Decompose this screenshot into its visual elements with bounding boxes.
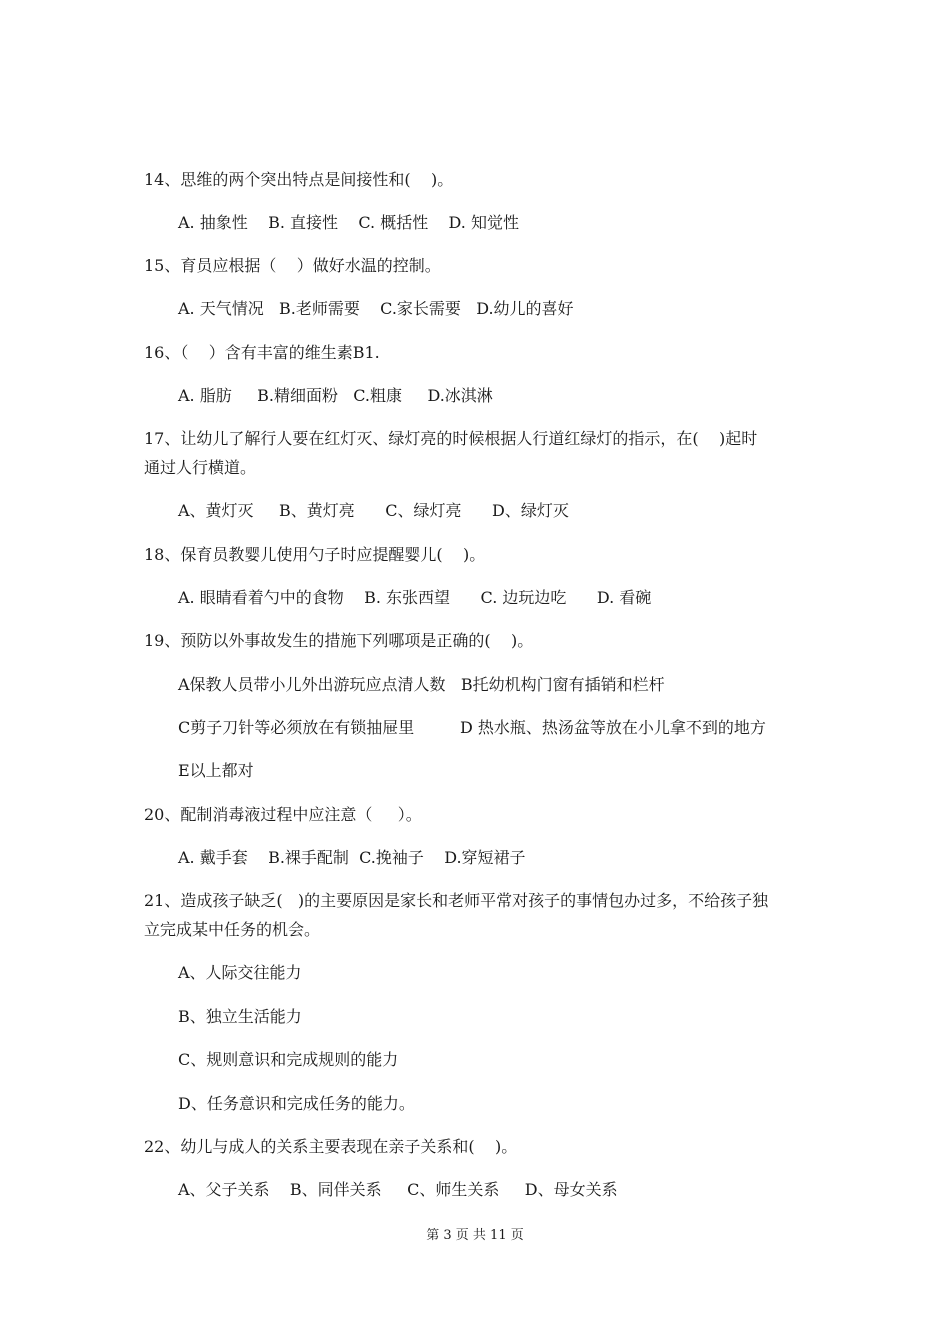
question-14-options: A. 抽象性 B. 直接性 C. 概括性 D. 知觉性 [178, 213, 519, 232]
question-22-stem: 22、幼儿与成人的关系主要表现在亲子关系和( )。 [144, 1137, 518, 1156]
question-21-option-a: A、人际交往能力 [178, 963, 302, 982]
question-15-stem: 15、育员应根据（ ）做好水温的控制。 [144, 256, 441, 275]
question-15-options: A. 天气情况 B.老师需要 C.家长需要 D.幼儿的喜好 [178, 299, 574, 318]
question-22-options: A、父子关系 B、同伴关系 C、师生关系 D、母女关系 [178, 1180, 618, 1199]
page-footer: 第 3 页 共 11 页 [426, 1228, 524, 1243]
question-21-option-b: B、独立生活能力 [178, 1007, 302, 1026]
question-20-options: A. 戴手套 B.裸手配制 C.挽袖子 D.穿短裙子 [178, 848, 526, 867]
question-16-stem: 16、（ ）含有丰富的维生素B1. [144, 343, 380, 362]
question-18-options: A. 眼睛看着勺中的食物 B. 东张西望 C. 边玩边吃 D. 看碗 [178, 588, 652, 607]
question-21-option-d: D、任务意识和完成任务的能力。 [178, 1094, 415, 1113]
question-16-options: A. 脂肪 B.精细面粉 C.粗康 D.冰淇淋 [178, 386, 493, 405]
question-21-stem-line-1: 21、造成孩子缺乏( )的主要原因是家长和老师平常对孩子的事情包办过多，不给孩子独 [144, 891, 769, 910]
question-19-option-line-3: E以上都对 [178, 761, 254, 780]
question-20-stem: 20、配制消毒液过程中应注意（ ）。 [144, 805, 422, 824]
question-19-option-line-1: A保教人员带小儿外出游玩应点清人数 B托幼机构门窗有插销和栏杆 [178, 675, 665, 694]
question-19-option-line-2: C剪子刀针等必须放在有锁抽屉里 D 热水瓶、热汤盆等放在小儿拿不到的地方 [178, 718, 766, 737]
question-19-stem: 19、预防以外事故发生的措施下列哪项是正确的( )。 [144, 631, 534, 650]
question-21-stem-line-2: 立完成某中任务的机会。 [144, 920, 321, 939]
question-17-options: A、黄灯灭 B、黄灯亮 C、绿灯亮 D、绿灯灭 [178, 501, 569, 520]
question-18-stem: 18、保育员教婴儿使用勺子时应提醒婴儿( )。 [144, 545, 486, 564]
question-17-stem-line-2: 通过人行横道。 [144, 458, 257, 477]
question-17-stem-line-1: 17、让幼儿了解行人要在红灯灭、绿灯亮的时候根据人行道红绿灯的指示，在( )起时 [144, 429, 758, 448]
question-14-stem: 14、思维的两个突出特点是间接性和( )。 [144, 170, 454, 189]
question-21-option-c: C、规则意识和完成规则的能力 [178, 1050, 399, 1069]
